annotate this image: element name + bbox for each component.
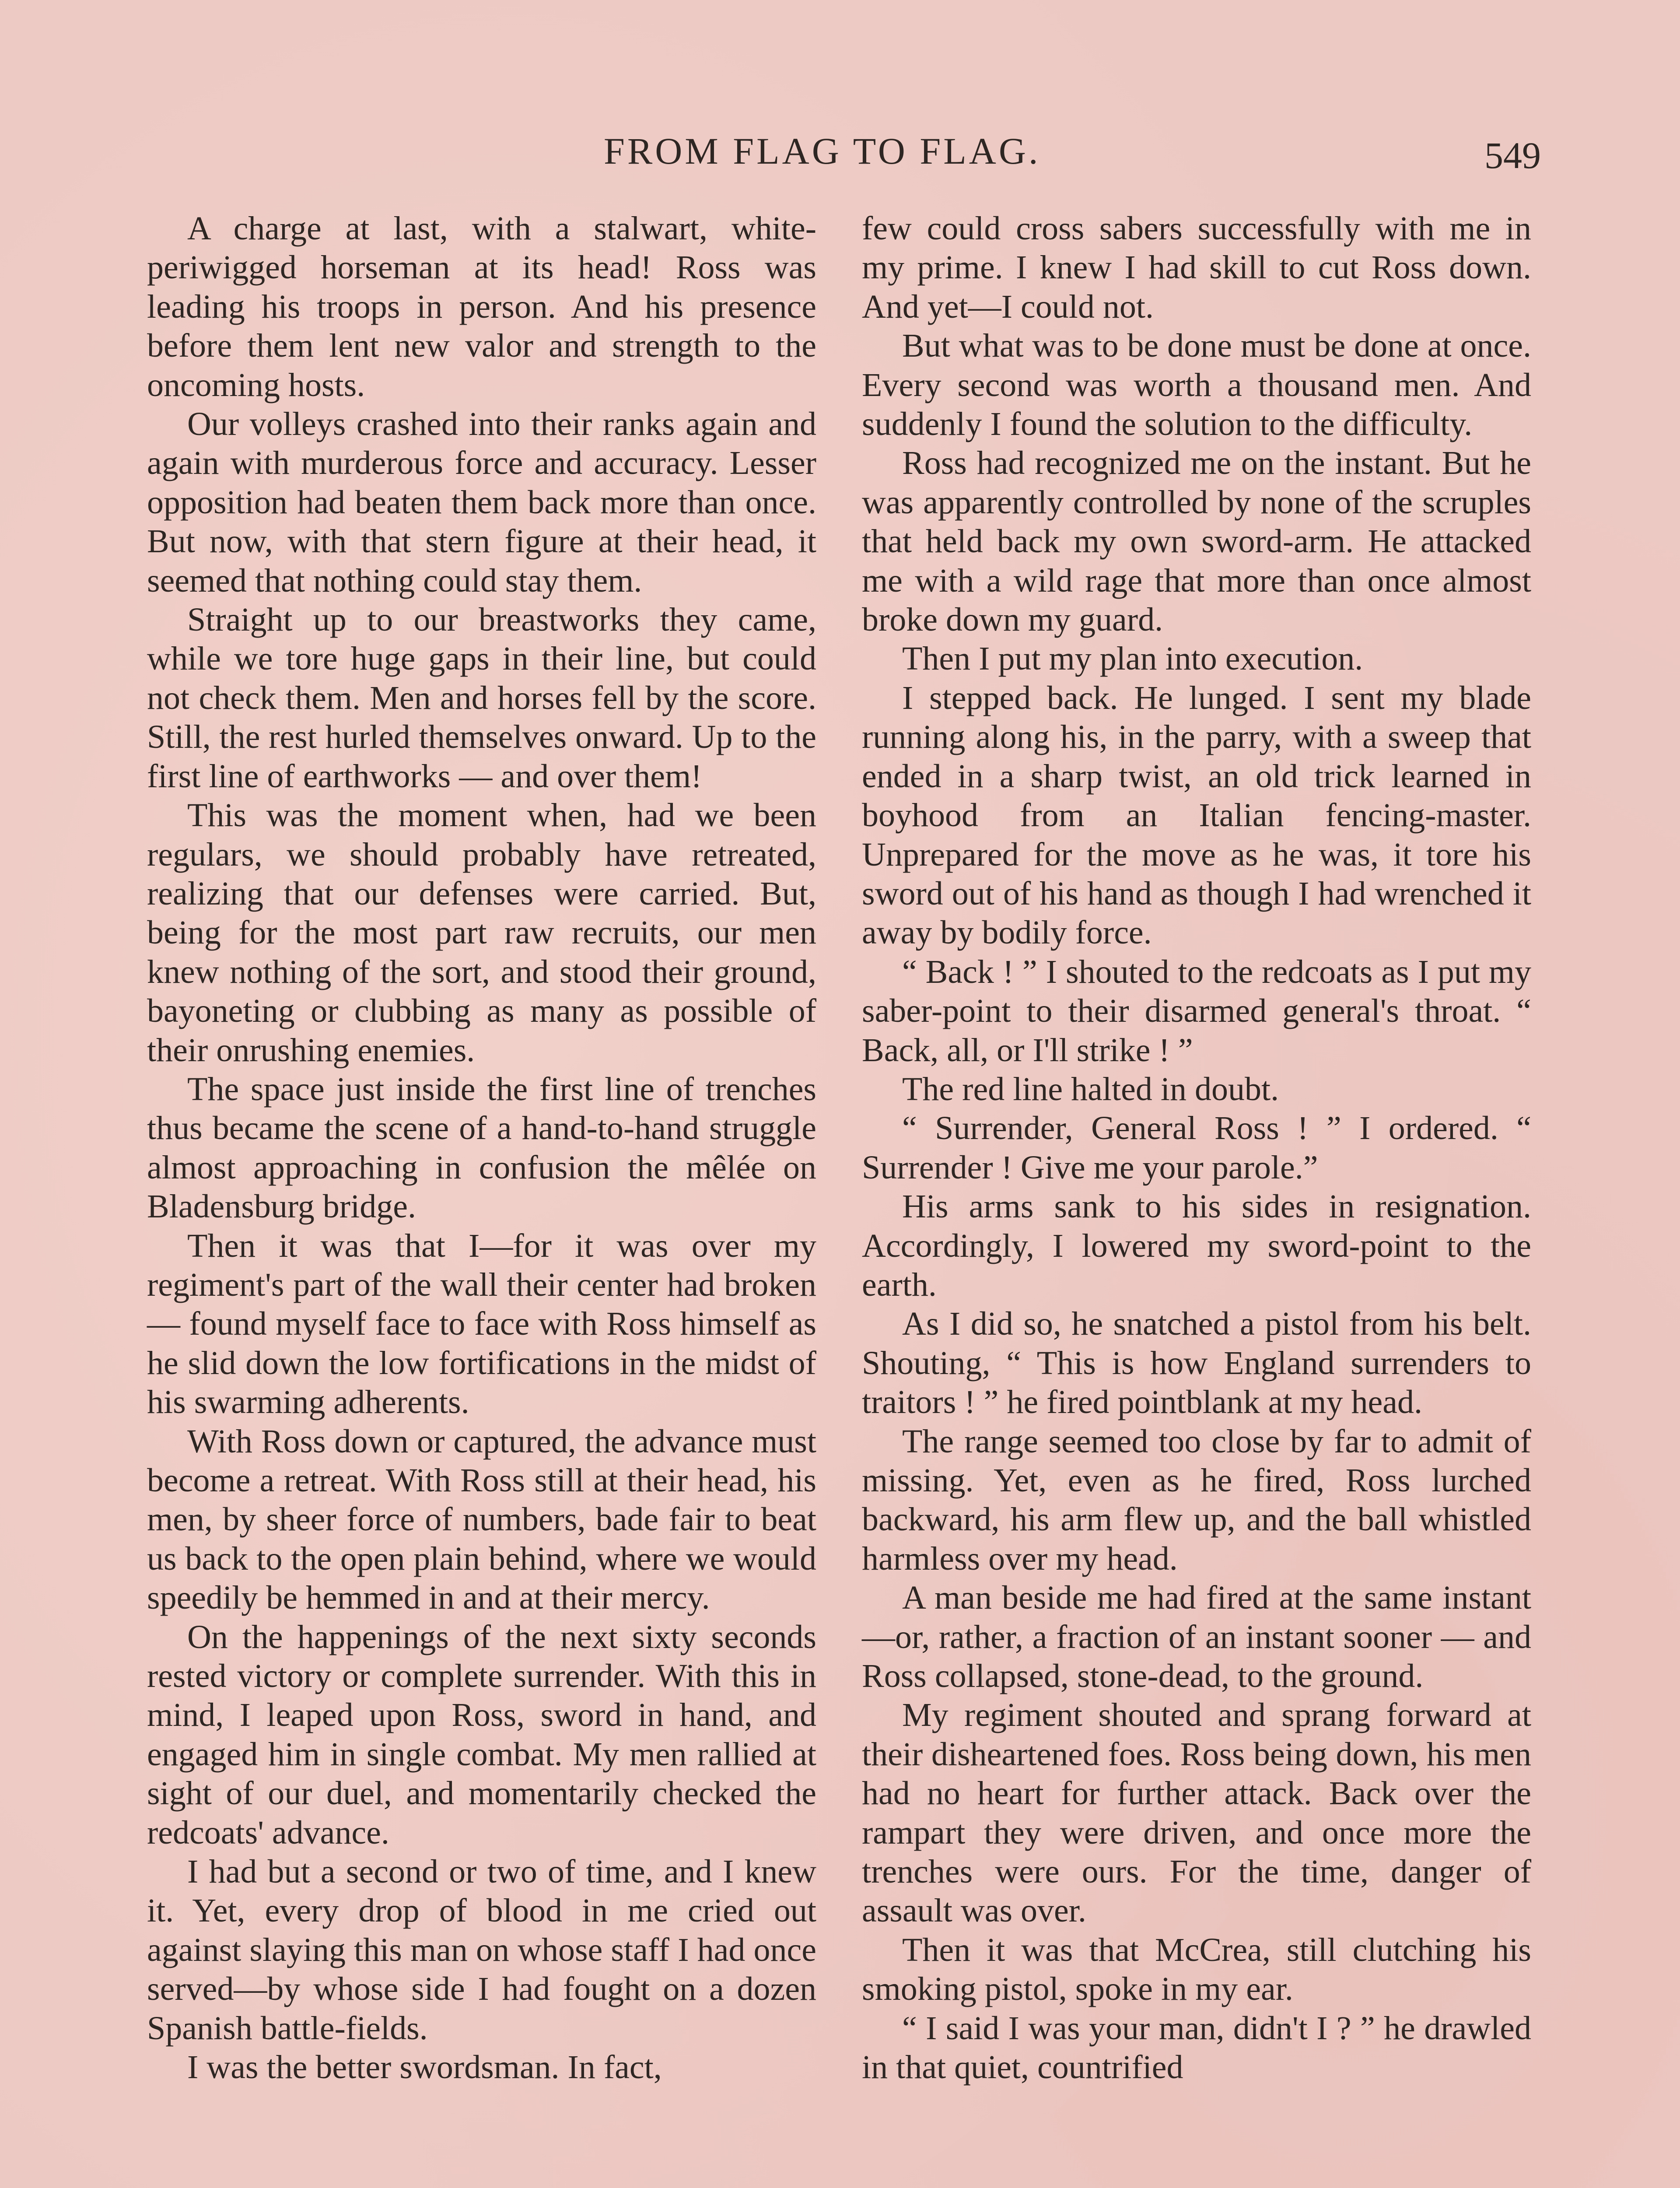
paragraph: A man beside me had fired at the same instant—or, rather, a fraction of an instant sooner — and Ross collapsed, stone-dead, to the ground. — [862, 1579, 1531, 1695]
paragraph: But what was to be done must be done at once. Every second was worth a thousand men. And suddenly I found the solution to the difficulty. — [862, 327, 1531, 443]
paragraph: “ Back ! ” I shouted to the redcoats as I put my saber-point to their disarmed general's throat. “ Back, all, or I'll strike ! ” — [862, 953, 1531, 1069]
paragraph: I was the better swordsman. In fact, — [187, 2049, 662, 2086]
left-column — [147, 209, 816, 2087]
page-number: 549 — [1484, 134, 1541, 176]
paragraph: “ I said I was your man, didn't I ? ” he drawled in that quiet, countrified — [862, 2009, 1531, 2086]
paragraph: This was the moment when, had we been regulars, we should probably have retreated, realizing that our defenses were carried. But, being for the most part raw recruits, our men knew nothing of the sort, and stood their ground, bayoneting or clubbing as many as possible of their onrushing enemies. — [147, 797, 816, 1069]
paragraph: On the happenings of the next sixty seconds rested victory or complete surrender. With this in mind, I leaped upon Ross, sword in hand, and engaged him in single combat. My men rallied at sight of our duel, and momentarily checked the redcoats' advance. — [147, 1618, 816, 1851]
paragraph: I stepped back. He lunged. I sent my blade running along his, in the parry, with a sweep that ended in a sharp twist, an old trick learned in boyhood from an Italian fencing-master. Unprepared for the move as he was, it tore his sword out of his hand as though I had wrenched it away by bodily force. — [862, 679, 1531, 951]
paragraph: The red line halted in doubt. — [902, 1070, 1279, 1108]
paragraph: Then it was that McCrea, still clutching his smoking pistol, spoke in my ear. — [862, 1931, 1531, 2008]
paragraph: I had but a second or two of time, and I knew it. Yet, every drop of blood in me cried out against slaying this man on whose staff I had once served—by whose side I had fought on a dozen Spanish battle-fields. — [147, 1853, 816, 2047]
right-column — [862, 209, 1531, 2087]
paragraph: His arms sank to his sides in resignation. Accordingly, I lowered my sword-point to the earth. — [862, 1188, 1531, 1303]
paragraph: Then I put my plan into execution. — [902, 640, 1363, 677]
paragraph-continuation: few could cross sabers successfully with me in my prime. I knew I had skill to cut Ross down. And yet—I could not. — [862, 210, 1531, 325]
paragraph: The range seemed too close by far to admit of missing. Yet, even as he fired, Ross lurched backward, his arm flew up, and the ball whistled harmless over my head. — [862, 1423, 1531, 1577]
paragraph: Then it was that I—for it was over my regiment's part of the wall their center had broken — found myself face to face with Ross himself as he slid down the low fortifications in the midst of his swarming adherents. — [147, 1227, 816, 1421]
paragraph: Straight up to our breastworks they came, while we tore huge gaps in their line, but could not check them. Men and horses fell by the score. Still, the rest hurled themselves onward. Up to the first line of earthworks — and over them! — [147, 601, 816, 795]
paragraph: Our volleys crashed into their ranks again and again with murderous force and accuracy. Lesser opposition had beaten them back more than once. But now, with that stern figure at their head, it seemed that nothing could stay them. — [147, 406, 816, 599]
paragraph: The space just inside the first line of trenches thus became the scene of a hand-to-hand struggle almost approaching in confusion the mêlée on Bladensburg bridge. — [147, 1070, 816, 1225]
paragraph: A charge at last, with a stalwart, white-periwigged horseman at its head! Ross was leading his troops in person. And his presence before them lent new valor and strength to the oncoming hosts. — [147, 210, 816, 403]
running-title: FROM FLAG TO FLAG. — [604, 130, 1041, 172]
paragraph: Ross had recognized me on the instant. But he was apparently controlled by none of the scruples that held back my own sword-arm. He attacked me with a wild rage that more than once almost broke down my guard. — [862, 445, 1531, 638]
paragraph: “ Surrender, General Ross ! ” I ordered. “ Surrender ! Give me your parole.” — [862, 1110, 1531, 1186]
paragraph: With Ross down or captured, the advance must become a retreat. With Ross still at their head, his men, by sheer force of numbers, bade fair to beat us back to the open plain behind, where we would speedily be hemmed in and at their mercy. — [147, 1423, 816, 1616]
paragraph: As I did so, he snatched a pistol from his belt. Shouting, “ This is how England surrenders to traitors ! ” he fired pointblank at my head. — [862, 1305, 1531, 1421]
paragraph: My regiment shouted and sprang forward at their disheartened foes. Ross being down, his men had no heart for further attack. Back over the rampart they were driven, and once more the trenches were ours. For the time, danger of assault was over. — [862, 1697, 1531, 1929]
